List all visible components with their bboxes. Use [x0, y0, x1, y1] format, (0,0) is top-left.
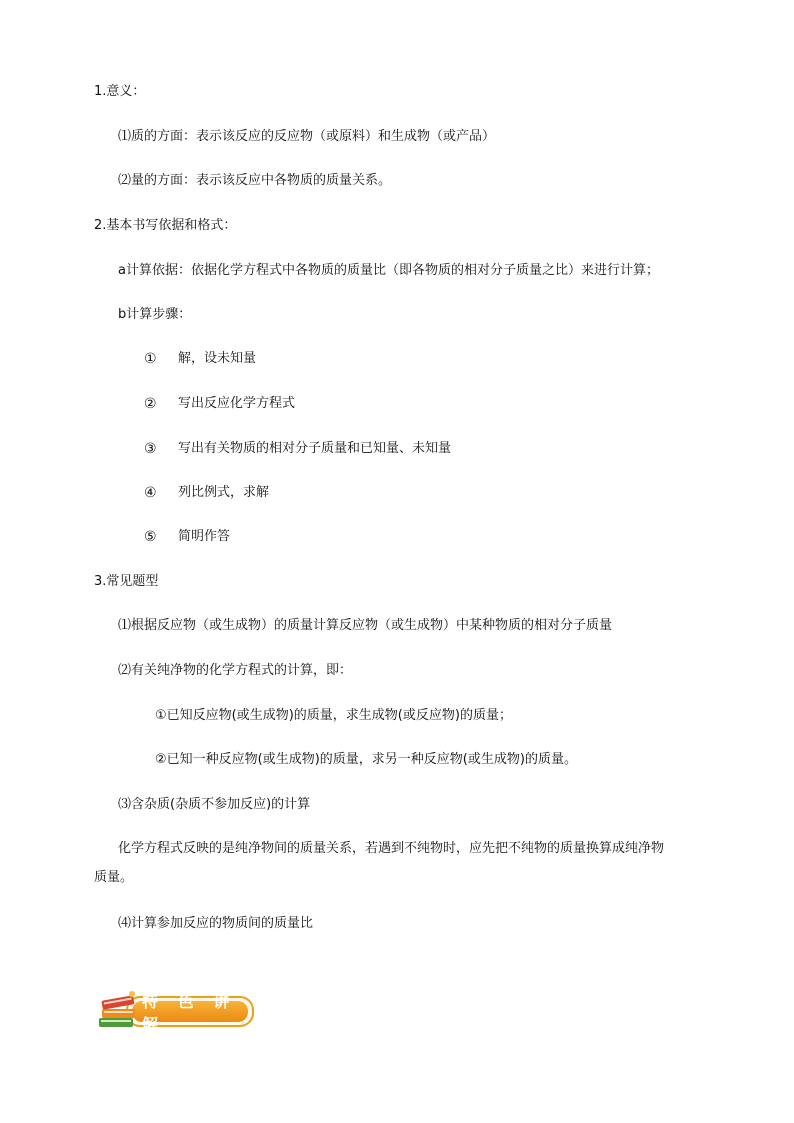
step-text: 列比例式，求解: [178, 485, 270, 500]
calculation-basis: a计算依据：依据化学方程式中各物质的质量比（即各物质的相对分子质量之比）来进行计算；: [118, 263, 659, 278]
step-number: ⑤: [144, 529, 157, 545]
step-number: ③: [144, 441, 157, 457]
section-3-sub-item-1: ①已知反应物(或生成物)的质量，求生成物(或反应物)的质量；: [155, 708, 512, 723]
step-number: ④: [144, 485, 157, 501]
section-1-item-1: ⑴质的方面：表示该反应的反应物（或原料）和生成物（或产品）: [118, 129, 496, 144]
feature-explanation-badge: [96, 988, 258, 1032]
section-3-item-2: ⑵有关纯净物的化学方程式的计算，即：: [118, 663, 353, 678]
section-3-item-3: ⑶含杂质(杂质不参加反应)的计算: [118, 797, 311, 812]
section-3-sub-item-2: ②已知一种反应物(或生成物)的质量，求另一种反应物(或生成物)的质量。: [155, 752, 577, 767]
badge-pill: [126, 991, 254, 1034]
badge-label: 特 色 讲 解: [142, 991, 237, 1034]
step-text: 写出反应化学方程式: [178, 396, 296, 411]
section-2-heading: 2.基本书写依据和格式：: [94, 218, 237, 233]
step-text: 简明作答: [178, 529, 231, 544]
section-1-item-2: ⑵量的方面：表示该反应中各物质的质量关系。: [118, 173, 392, 188]
section-1-heading: 1.意义：: [94, 84, 146, 99]
books-icon: [96, 988, 144, 1032]
step-text: 写出有关物质的相对分子质量和已知量、未知量: [178, 441, 452, 456]
section-3-heading: 3.常见题型: [94, 574, 159, 589]
step-number: ②: [144, 396, 157, 412]
impurity-paragraph: 化学方程式反映的是纯净物间的质量关系，若遇到不纯物时，应先把不纯物的质量换算成纯净物质量。: [94, 841, 665, 885]
section-3-item-4: ⑷计算参加反应的物质间的质量比: [118, 916, 314, 931]
step-number: ①: [144, 351, 157, 367]
section-3-item-1: ⑴根据反应物（或生成物）的质量计算反应物（或生成物）中某种物质的相对分子质量: [118, 618, 613, 633]
calculation-steps-heading: b计算步骤：: [118, 307, 192, 322]
step-text: 解，设未知量: [178, 351, 257, 366]
